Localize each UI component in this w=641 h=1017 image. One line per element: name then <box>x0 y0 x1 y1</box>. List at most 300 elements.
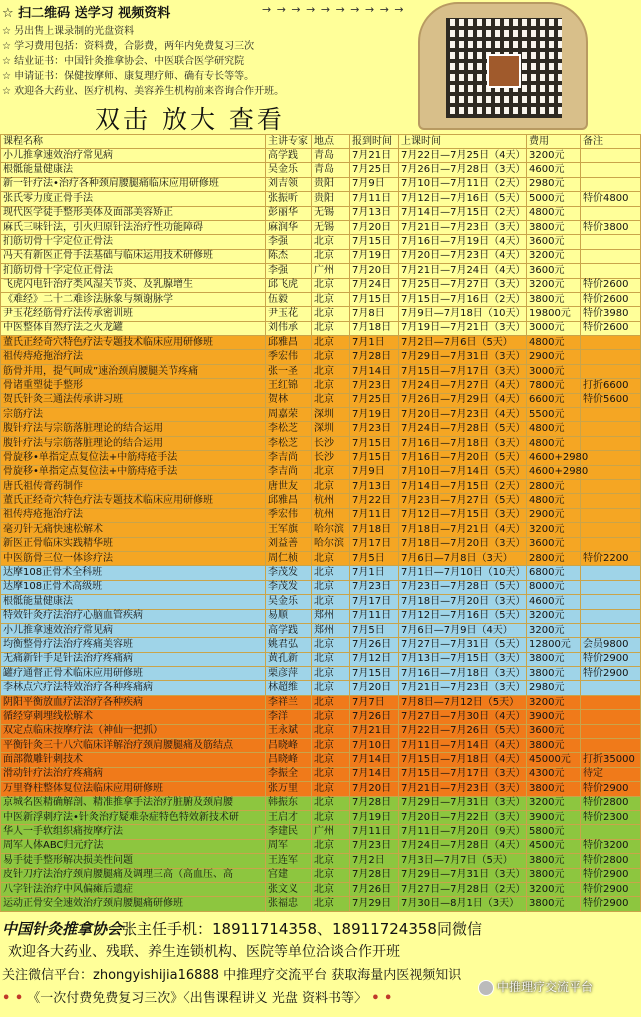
cell-checkin-date: 7月11日 <box>350 508 399 522</box>
footer-promo: 《一次付费免费复习三次》〈出售课程讲义 光盘 资料书等〉 <box>27 991 368 1006</box>
watermark-text: 中推理疗交流平台 <box>497 980 594 994</box>
cell-fee: 3200元 <box>527 609 581 623</box>
cell-note <box>581 235 641 249</box>
cell-schedule: 7月24日—7月27日（4天） <box>399 379 527 393</box>
cell-note: 特价2600 <box>581 292 641 306</box>
cell-course-name: 周军人体ABC归元疗法 <box>1 839 266 853</box>
cell-checkin-date: 7月18日 <box>350 523 399 537</box>
cell-schedule: 7月22日—7月26日（5天） <box>399 724 527 738</box>
table-row <box>1 364 641 378</box>
cell-course-name: 《难经》二十二难诊法脉象与频谢脉学 <box>1 292 266 306</box>
cell-note <box>581 264 641 278</box>
cell-expert-name: 王永斌 <box>266 724 312 738</box>
cell-note <box>581 739 641 753</box>
cell-course-name: 腹针疗法与宗筋落脏理论的结合运用 <box>1 422 266 436</box>
cell-fee: 4300元 <box>527 767 581 781</box>
course-table <box>0 134 641 912</box>
cell-schedule: 7月1日—7月10日（10天） <box>399 566 527 580</box>
cell-location: 北京 <box>312 336 350 350</box>
platform-watermark <box>478 978 593 996</box>
cell-note <box>581 350 641 364</box>
table-row <box>1 177 641 191</box>
cell-location: 北京 <box>312 854 350 868</box>
cell-note <box>581 523 641 537</box>
cell-expert-name: 易顺 <box>266 609 312 623</box>
cell-location: 郑州 <box>312 609 350 623</box>
cell-fee: 3200元 <box>527 882 581 896</box>
table-row <box>1 537 641 551</box>
cell-expert-name: 李松芝 <box>266 436 312 450</box>
cell-note <box>581 149 641 163</box>
cell-location: 北京 <box>312 796 350 810</box>
cell-fee: 5800元 <box>527 825 581 839</box>
cell-schedule: 7月12日—7月15日（3天） <box>399 508 527 522</box>
header-panel <box>0 0 640 132</box>
cell-expert-name: 吴金乐 <box>266 595 312 609</box>
cell-fee: 3800元 <box>527 868 581 882</box>
table-row <box>1 710 641 724</box>
cell-expert-name: 季宏伟 <box>266 508 312 522</box>
cell-schedule: 7月6日—7月9日（4天） <box>399 623 527 637</box>
cell-location: 北京 <box>312 739 350 753</box>
cell-fee: 3200元 <box>527 623 581 637</box>
qr-center-logo <box>487 54 521 88</box>
cell-schedule: 7月6日—7月8日（3天） <box>399 551 527 565</box>
cell-schedule: 7月21日—7月23日（3天） <box>399 782 527 796</box>
bullet-dots: • • <box>2 991 24 1006</box>
cell-checkin-date: 7月15日 <box>350 436 399 450</box>
cell-course-name: 宗筋疗法 <box>1 408 266 422</box>
cell-schedule: 7月15日—7月17日（3天） <box>399 364 527 378</box>
cell-course-name: 根骶能量健康法 <box>1 163 266 177</box>
col-header-course: 课程名称 <box>1 135 266 149</box>
cell-expert-name: 李洋 <box>266 710 312 724</box>
cell-course-name: 根骶能量健康法 <box>1 595 266 609</box>
cell-note <box>581 580 641 594</box>
cell-fee: 4800元 <box>527 422 581 436</box>
cell-checkin-date: 7月10日 <box>350 739 399 753</box>
cell-fee: 3800元 <box>527 782 581 796</box>
cell-checkin-date: 7月18日 <box>350 321 399 335</box>
table-row <box>1 882 641 896</box>
cell-checkin-date: 7月11日 <box>350 825 399 839</box>
cell-location: 长沙 <box>312 436 350 450</box>
cell-checkin-date: 7月26日 <box>350 710 399 724</box>
table-row <box>1 393 641 407</box>
table-row <box>1 580 641 594</box>
cell-course-name: 中医筋骨三位一体诊疗法 <box>1 551 266 565</box>
table-row <box>1 839 641 853</box>
cell-course-name: 骨诸重塑徒手整形 <box>1 379 266 393</box>
platform-avatar-icon <box>478 980 494 996</box>
table-row <box>1 739 641 753</box>
cell-schedule: 7月24日—7月28日（4天） <box>399 839 527 853</box>
header-line: ☆ 学习费用包括：资料费，合影费，两年内免费复习三次 <box>2 41 255 52</box>
col-header-checkin: 报到时间 <box>350 135 399 149</box>
cell-expert-name: 刘伟承 <box>266 321 312 335</box>
table-row <box>1 307 641 321</box>
cell-location: 北京 <box>312 350 350 364</box>
table-row <box>1 292 641 306</box>
cell-location: 北京 <box>312 379 350 393</box>
cell-note: 打折35000 <box>581 753 641 767</box>
cell-expert-name: 王启才 <box>266 810 312 824</box>
cell-note: 特价2300 <box>581 810 641 824</box>
cell-location: 青岛 <box>312 149 350 163</box>
table-row <box>1 163 641 177</box>
cell-course-name: 腹针疗法与宗筋落脏理论的结合运用 <box>1 436 266 450</box>
cell-fee: 4800元 <box>527 336 581 350</box>
contact-phone[interactable]: 张主任手机：18911714358、18911724358同微信 <box>122 920 482 938</box>
cell-course-name: 京城名医精确解剖、精准推拿手法治疗脏腑及颈肩腰 <box>1 796 266 810</box>
cell-location: 贵阳 <box>312 192 350 206</box>
cell-location: 北京 <box>312 782 350 796</box>
cell-checkin-date: 7月12日 <box>350 652 399 666</box>
cell-schedule: 7月15日—7月18日（4天） <box>399 753 527 767</box>
cell-schedule: 7月19日—7月21日（3天） <box>399 321 527 335</box>
cell-course-name: 扪筋切骨十字定位正骨法 <box>1 264 266 278</box>
cell-course-name: 麻氏三味针法，引火归原针法治疗性功能障碍 <box>1 220 266 234</box>
cell-course-name: 小儿推拿速效治疗常见病 <box>1 149 266 163</box>
cell-checkin-date: 7月20日 <box>350 220 399 234</box>
cell-checkin-date: 7月20日 <box>350 264 399 278</box>
cell-note: 特价5600 <box>581 393 641 407</box>
table-header-row <box>1 135 641 149</box>
cell-fee: 3800元 <box>527 739 581 753</box>
cell-course-name: 骨旋移•单指定点复位法+中筋痔疮手法 <box>1 451 266 465</box>
cell-checkin-date: 7月24日 <box>350 278 399 292</box>
cell-note <box>581 465 641 479</box>
cell-fee: 3200元 <box>527 278 581 292</box>
footer-welcome: 欢迎各大药业、残联、养生连锁机构、医院等单位洽谈合作开班 <box>8 944 400 960</box>
cell-course-name: 运动正骨安全速效治疗颈肩腰腿痛研修班 <box>1 897 266 911</box>
cell-checkin-date: 7月11日 <box>350 609 399 623</box>
cell-fee: 3200元 <box>527 149 581 163</box>
cell-expert-name: 刘吉领 <box>266 177 312 191</box>
cell-fee: 2980元 <box>527 681 581 695</box>
cell-expert-name: 韩振东 <box>266 796 312 810</box>
cell-schedule: 7月3日—7月7日（5天） <box>399 854 527 868</box>
table-row <box>1 508 641 522</box>
header-line: ☆ 结业证书：中国针灸推拿协会、中医联合医学研究院 <box>2 56 245 67</box>
cell-expert-name: 黄孔新 <box>266 652 312 666</box>
cell-schedule: 7月14日—7月15日（2天） <box>399 206 527 220</box>
cell-checkin-date: 7月21日 <box>350 724 399 738</box>
cell-course-name: 祖传痔疮拖治疗法 <box>1 508 266 522</box>
table-row <box>1 652 641 666</box>
cell-location: 北京 <box>312 465 350 479</box>
table-row <box>1 249 641 263</box>
cell-note <box>581 825 641 839</box>
cell-note <box>581 479 641 493</box>
header-line: ☆ 申请证书：保健按摩师、康复理疗师、确有专长等等。 <box>2 71 255 82</box>
cell-expert-name: 邱飞虎 <box>266 278 312 292</box>
footer-promo-line <box>2 987 392 1006</box>
cell-expert-name: 唐世友 <box>266 479 312 493</box>
cell-note <box>581 408 641 422</box>
cell-location: 北京 <box>312 321 350 335</box>
cell-schedule: 7月8日—7月12日（5天） <box>399 695 527 709</box>
cell-fee: 45000元 <box>527 753 581 767</box>
cell-checkin-date: 7月22日 <box>350 494 399 508</box>
cell-course-name: 八字针法治疗中风偏瘫后遗症 <box>1 882 266 896</box>
cell-note <box>581 163 641 177</box>
cell-checkin-date: 7月19日 <box>350 810 399 824</box>
cell-schedule: 7月20日—7月22日（3天） <box>399 810 527 824</box>
cell-schedule: 7月10日—7月14日（5天） <box>399 465 527 479</box>
cell-note: 特价3980 <box>581 307 641 321</box>
bullet-dots: • • <box>371 991 393 1006</box>
header-line: ☆ 欢迎各大药业、医疗机构、美容养生机构前来咨询合作开班。 <box>2 86 285 97</box>
cell-note: 特价2900 <box>581 882 641 896</box>
cell-fee: 3000元 <box>527 321 581 335</box>
cell-checkin-date: 7月17日 <box>350 537 399 551</box>
cell-fee: 3800元 <box>527 292 581 306</box>
cell-fee: 19800元 <box>527 307 581 321</box>
table-row <box>1 523 641 537</box>
col-header-expert: 主讲专家 <box>266 135 312 149</box>
cell-checkin-date: 7月13日 <box>350 479 399 493</box>
cell-fee: 4800元 <box>527 494 581 508</box>
cell-location: 无锡 <box>312 206 350 220</box>
cell-checkin-date: 7月19日 <box>350 249 399 263</box>
cell-fee: 7800元 <box>527 379 581 393</box>
cell-expert-name: 王连军 <box>266 854 312 868</box>
table-row <box>1 336 641 350</box>
cell-checkin-date: 7月26日 <box>350 882 399 896</box>
cell-location: 北京 <box>312 839 350 853</box>
cell-schedule: 7月29日—7月31日（3天） <box>399 868 527 882</box>
cell-checkin-date: 7月1日 <box>350 336 399 350</box>
cell-checkin-date: 7月14日 <box>350 364 399 378</box>
cell-expert-name: 周仁桢 <box>266 551 312 565</box>
cell-fee: 3200元 <box>527 695 581 709</box>
cell-schedule: 7月23日—7月27日（5天） <box>399 494 527 508</box>
cell-location: 北京 <box>312 868 350 882</box>
cell-location: 青岛 <box>312 163 350 177</box>
table-body <box>1 149 641 912</box>
cell-location: 北京 <box>312 767 350 781</box>
cell-course-name: 李林点穴疗法特效治疗各种疼痛病 <box>1 681 266 695</box>
cell-note <box>581 336 641 350</box>
qr-code-image[interactable] <box>418 2 588 130</box>
cell-checkin-date: 7月23日 <box>350 839 399 853</box>
cell-fee: 4600元 <box>527 163 581 177</box>
cell-location: 深圳 <box>312 422 350 436</box>
cell-location: 北京 <box>312 307 350 321</box>
cell-location: 哈尔滨 <box>312 523 350 537</box>
cell-fee: 5000元 <box>527 192 581 206</box>
cell-course-name: 皮针刀疗法治疗颈肩腰腿痛及调理三高（高血压、高 <box>1 868 266 882</box>
table-row <box>1 753 641 767</box>
cell-checkin-date: 7月15日 <box>350 451 399 465</box>
cell-fee: 8000元 <box>527 580 581 594</box>
cell-location: 北京 <box>312 695 350 709</box>
cell-location: 北京 <box>312 249 350 263</box>
cell-fee: 3200元 <box>527 796 581 810</box>
cell-course-name: 小儿推拿速效治疗常见病 <box>1 623 266 637</box>
table-row <box>1 494 641 508</box>
cell-fee: 4500元 <box>527 839 581 853</box>
cell-location: 杭州 <box>312 494 350 508</box>
cell-location: 北京 <box>312 882 350 896</box>
cell-expert-name: 张文义 <box>266 882 312 896</box>
cell-expert-name: 李茂发 <box>266 566 312 580</box>
cell-course-name: 无痛新针手足针法治疗疼痛病 <box>1 652 266 666</box>
cell-fee: 4800元 <box>527 206 581 220</box>
cell-course-name: 扪筋切骨十字定位正骨法 <box>1 235 266 249</box>
cell-expert-name: 高学践 <box>266 149 312 163</box>
cell-course-name: 骨旋移•单指定点复位法+中筋痔疮手法 <box>1 465 266 479</box>
cell-note: 特价2800 <box>581 854 641 868</box>
cell-fee: 3800元 <box>527 652 581 666</box>
cell-expert-name: 李强 <box>266 264 312 278</box>
cell-location: 北京 <box>312 595 350 609</box>
cell-note: 待定 <box>581 767 641 781</box>
header-title: ☆ 扫二维码 送学习 视频资料 <box>2 6 171 21</box>
cell-fee: 3800元 <box>527 854 581 868</box>
cell-expert-name: 张万里 <box>266 782 312 796</box>
cell-note: 特价2900 <box>581 667 641 681</box>
cell-checkin-date: 7月26日 <box>350 638 399 652</box>
cell-expert-name: 李建民 <box>266 825 312 839</box>
cell-schedule: 7月26日—7月29日（4天） <box>399 393 527 407</box>
cell-schedule: 7月30日—8月1日（3天） <box>399 897 527 911</box>
cell-checkin-date: 7月5日 <box>350 623 399 637</box>
cell-location: 长沙 <box>312 451 350 465</box>
cell-note <box>581 436 641 450</box>
cell-course-name: 达摩108正骨术全科班 <box>1 566 266 580</box>
cell-course-name: 双定点临床按摩疗法（神仙一把抓） <box>1 724 266 738</box>
cell-location: 北京 <box>312 638 350 652</box>
cell-note: 特价2900 <box>581 652 641 666</box>
cell-note <box>581 494 641 508</box>
cell-expert-name: 李吉尚 <box>266 451 312 465</box>
cell-course-name: 华人一手软组织痛按摩疗法 <box>1 825 266 839</box>
table-row <box>1 206 641 220</box>
cell-checkin-date: 7月20日 <box>350 681 399 695</box>
cell-note: 特价2600 <box>581 278 641 292</box>
cell-expert-name: 邱雅昌 <box>266 494 312 508</box>
table-row <box>1 321 641 335</box>
cell-checkin-date: 7月1日 <box>350 566 399 580</box>
cell-location: 贵阳 <box>312 177 350 191</box>
cell-checkin-date: 7月9日 <box>350 177 399 191</box>
cell-schedule: 7月21日—7月23日（3天） <box>399 220 527 234</box>
cell-location: 北京 <box>312 897 350 911</box>
cell-location: 北京 <box>312 652 350 666</box>
cell-checkin-date: 7月14日 <box>350 767 399 781</box>
cell-expert-name: 季宏伟 <box>266 350 312 364</box>
cell-checkin-date: 7月19日 <box>350 408 399 422</box>
cell-location: 无锡 <box>312 220 350 234</box>
cell-course-name: 特效针灸疗法治疗心脑血管疾病 <box>1 609 266 623</box>
cell-expert-name: 麻润华 <box>266 220 312 234</box>
cell-course-name: 均衡整骨疗法治疗疼痛美容班 <box>1 638 266 652</box>
cell-location: 郑州 <box>312 623 350 637</box>
cell-checkin-date: 7月14日 <box>350 753 399 767</box>
cell-checkin-date: 7月11日 <box>350 192 399 206</box>
table-row <box>1 695 641 709</box>
cell-note <box>581 537 641 551</box>
cell-expert-name: 张一圣 <box>266 364 312 378</box>
footer-wechat: 关注微信平台：zhongyishijia16888 中推理疗交流平台 获取海量内医视频知识 <box>2 968 462 983</box>
table-row <box>1 623 641 637</box>
cell-schedule: 7月29日—7月31日（3天） <box>399 350 527 364</box>
cell-checkin-date: 7月7日 <box>350 695 399 709</box>
cell-fee: 2800元 <box>527 551 581 565</box>
cell-expert-name: 林超维 <box>266 681 312 695</box>
cell-note <box>581 609 641 623</box>
cell-fee: 3800元 <box>527 897 581 911</box>
cell-expert-name: 李吉尚 <box>266 465 312 479</box>
cell-note: 特价2600 <box>581 321 641 335</box>
cell-expert-name: 高学践 <box>266 623 312 637</box>
cell-course-name: 贺氏针灸三通法传承讲习班 <box>1 393 266 407</box>
cell-location: 北京 <box>312 479 350 493</box>
cell-schedule: 7月16日—7月18日（3天） <box>399 436 527 450</box>
cell-schedule: 7月20日—7月23日（4天） <box>399 249 527 263</box>
cell-location: 广州 <box>312 264 350 278</box>
table-row <box>1 436 641 450</box>
cell-fee: 2980元 <box>527 177 581 191</box>
cell-expert-name: 栗彦萍 <box>266 667 312 681</box>
table-row <box>1 868 641 882</box>
cell-location: 北京 <box>312 667 350 681</box>
table-row <box>1 350 641 364</box>
cell-checkin-date: 7月13日 <box>350 206 399 220</box>
cell-note <box>581 566 641 580</box>
cell-fee: 4800元 <box>527 436 581 450</box>
cell-fee: 3600元 <box>527 264 581 278</box>
cell-location: 北京 <box>312 753 350 767</box>
cell-schedule: 7月9日—7月18日（10天） <box>399 307 527 321</box>
cell-schedule: 7月14日—7月15日（2天） <box>399 479 527 493</box>
cell-note: 特价3200 <box>581 839 641 853</box>
cell-course-name: 中医新浮刺疗法•针灸治疗疑难杂症特色特效新技术研 <box>1 810 266 824</box>
cell-course-name: 达摩108正骨术高级班 <box>1 580 266 594</box>
cell-expert-name: 吕晓峰 <box>266 753 312 767</box>
cell-note: 特价3800 <box>581 220 641 234</box>
cell-note <box>581 508 641 522</box>
col-header-fee: 费用 <box>527 135 581 149</box>
cell-expert-name: 陈杰 <box>266 249 312 263</box>
cell-location: 北京 <box>312 566 350 580</box>
cell-note <box>581 595 641 609</box>
cell-checkin-date: 7月20日 <box>350 782 399 796</box>
cell-schedule: 7月27日—7月28日（2天） <box>399 882 527 896</box>
cell-expert-name: 姚君弘 <box>266 638 312 652</box>
cell-location: 杭州 <box>312 508 350 522</box>
cell-note: 会员9800 <box>581 638 641 652</box>
cell-schedule: 7月29日—7月31日（3天） <box>399 796 527 810</box>
cell-location: 深圳 <box>312 408 350 422</box>
table-row <box>1 422 641 436</box>
cell-fee: 3200元 <box>527 249 581 263</box>
cell-location: 广州 <box>312 825 350 839</box>
footer-panel <box>0 916 640 1017</box>
cell-location: 北京 <box>312 810 350 824</box>
cell-course-name: 飞虎闪电针治疗类风湿关节炎、及乳腺增生 <box>1 278 266 292</box>
table-row <box>1 796 641 810</box>
cell-fee: 3900元 <box>527 810 581 824</box>
cell-note: 特价2800 <box>581 796 641 810</box>
table-row <box>1 638 641 652</box>
cell-course-name: 董氏正经奇穴特色疗法专题技术临床应用研修班 <box>1 336 266 350</box>
col-header-schedule: 上课时间 <box>399 135 527 149</box>
cell-fee: 2900元 <box>527 508 581 522</box>
cell-expert-name: 李松芝 <box>266 422 312 436</box>
